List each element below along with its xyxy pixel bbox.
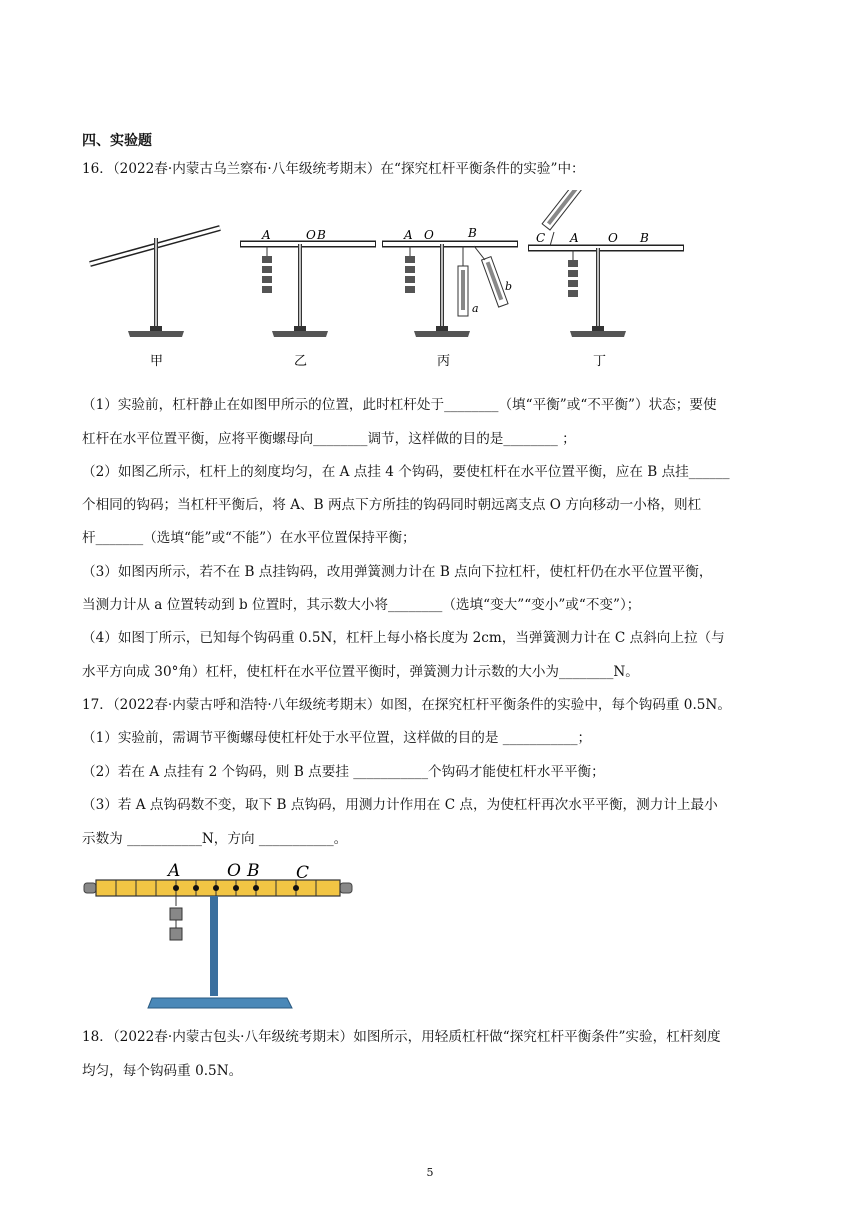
label-bing-A: A: [404, 228, 413, 242]
q17-label-O: O: [227, 861, 241, 881]
q17-stem: 17．（2022春·内蒙古呼和浩特·八年级统考期末）如图，在探究杠杆平衡条件的实验中，每个钩码重 0.5N。: [82, 697, 731, 713]
q16-line-1: （1）实验前，杠杆静止在如图甲所示的位置，此时杠杆处于________（填“平衡”或“不平衡”）状态；要使: [82, 397, 717, 413]
label-ding-C: C: [536, 231, 546, 245]
q16-line-8: （4）如图丁所示，已知每个钩码重 0.5N，杠杆上每小格长度为 2cm，当弹簧测力计在 C 点斜向上拉（与: [82, 630, 725, 646]
q17-label-C: C: [296, 863, 310, 883]
label-ding-O: O: [608, 231, 618, 245]
figure-jia: [90, 228, 220, 369]
label-ding-B: B: [640, 231, 649, 245]
label-bing-b: b: [505, 280, 513, 293]
q17-figure: [82, 858, 362, 1013]
page-number: 5: [426, 1166, 434, 1179]
label-ding-A: A: [570, 231, 579, 245]
q16-figure: [80, 190, 800, 370]
q16-line-3: （2）如图乙所示，杠杆上的刻度均匀，在 A 点挂 4 个钩码，要使杠杆在水平位置平衡，应在 B 点挂______: [82, 464, 730, 480]
q16-line-2: 杠杆在水平位置平衡，应将平衡螺母向________调节，这样做的目的是________ ；: [82, 431, 576, 447]
label-bing-B: B: [468, 226, 477, 240]
label-yi-A: A: [262, 228, 271, 242]
q16-line-6: （3）如图丙所示，若不在 B 点挂钩码，改用弹簧测力计在 B 点向下拉杠杆，使杠杆仍在水平位置平衡，: [82, 564, 713, 580]
label-bing-a: a: [472, 302, 479, 315]
stand-pole: [210, 896, 218, 996]
figure-bing: [382, 226, 518, 369]
q17-line-3: （3）若 A 点钩码数不变，取下 B 点钩码，用测力计作用在 C 点，为使杠杆再次水平平衡，测力计上最小: [82, 797, 718, 813]
label-bing: 丙: [437, 354, 451, 369]
label-bing-O: O: [424, 228, 434, 242]
label-yi: 乙: [294, 354, 308, 369]
q18-line-2: 均匀，每个钩码重 0.5N。: [82, 1063, 243, 1079]
q17-label-A: A: [168, 861, 181, 881]
stand-base: [148, 998, 292, 1008]
q17-line-4: 示数为 ___________N，方向 ___________。: [82, 831, 348, 847]
label-jia: 甲: [150, 354, 164, 369]
q16-stem: 16．（2022春·内蒙古乌兰察布·八年级统考期末）在“探究杠杆平衡条件的实验”中：: [82, 161, 585, 177]
label-yi-B: B: [317, 228, 326, 242]
q16-line-7: 当测力计从 a 位置转动到 b 位置时，其示数大小将________（选填“变大”“变小”或“不变”）；: [82, 597, 641, 613]
q17-label-B: B: [247, 861, 260, 881]
q16-line-9: 水平方向成 30°角）杠杆，使杠杆在水平位置平衡时，弹簧测力计示数的大小为________N。: [82, 664, 639, 680]
label-yi-O: O: [306, 228, 316, 242]
q16-line-5: 杆_______（选填“能”或“不能”）在水平位置保持平衡；: [82, 530, 416, 546]
figure-ding: [528, 190, 684, 369]
figure-yi: [240, 228, 376, 369]
q17-line-1: （1）实验前，需调节平衡螺母使杠杆处于水平位置，这样做的目的是 ___________；: [82, 730, 592, 746]
label-ding: 丁: [593, 354, 607, 369]
section-title: 四、实验题: [82, 133, 152, 149]
q18-line-1: 18．（2022春·内蒙古包头·八年级统考期末）如图所示，用轻质杠杆做“探究杠杆平衡条件”实验，杠杆刻度: [82, 1029, 721, 1045]
q16-line-4: 个相同的钩码；当杠杆平衡后，将 A、B 两点下方所挂的钩码同时朝远离支点 O 方向移动一小格，则杠: [82, 497, 702, 513]
q17-line-2: （2）若在 A 点挂有 2 个钩码，则 B 点要挂 ___________个钩码才能使杠杆水平平衡；: [82, 764, 605, 780]
